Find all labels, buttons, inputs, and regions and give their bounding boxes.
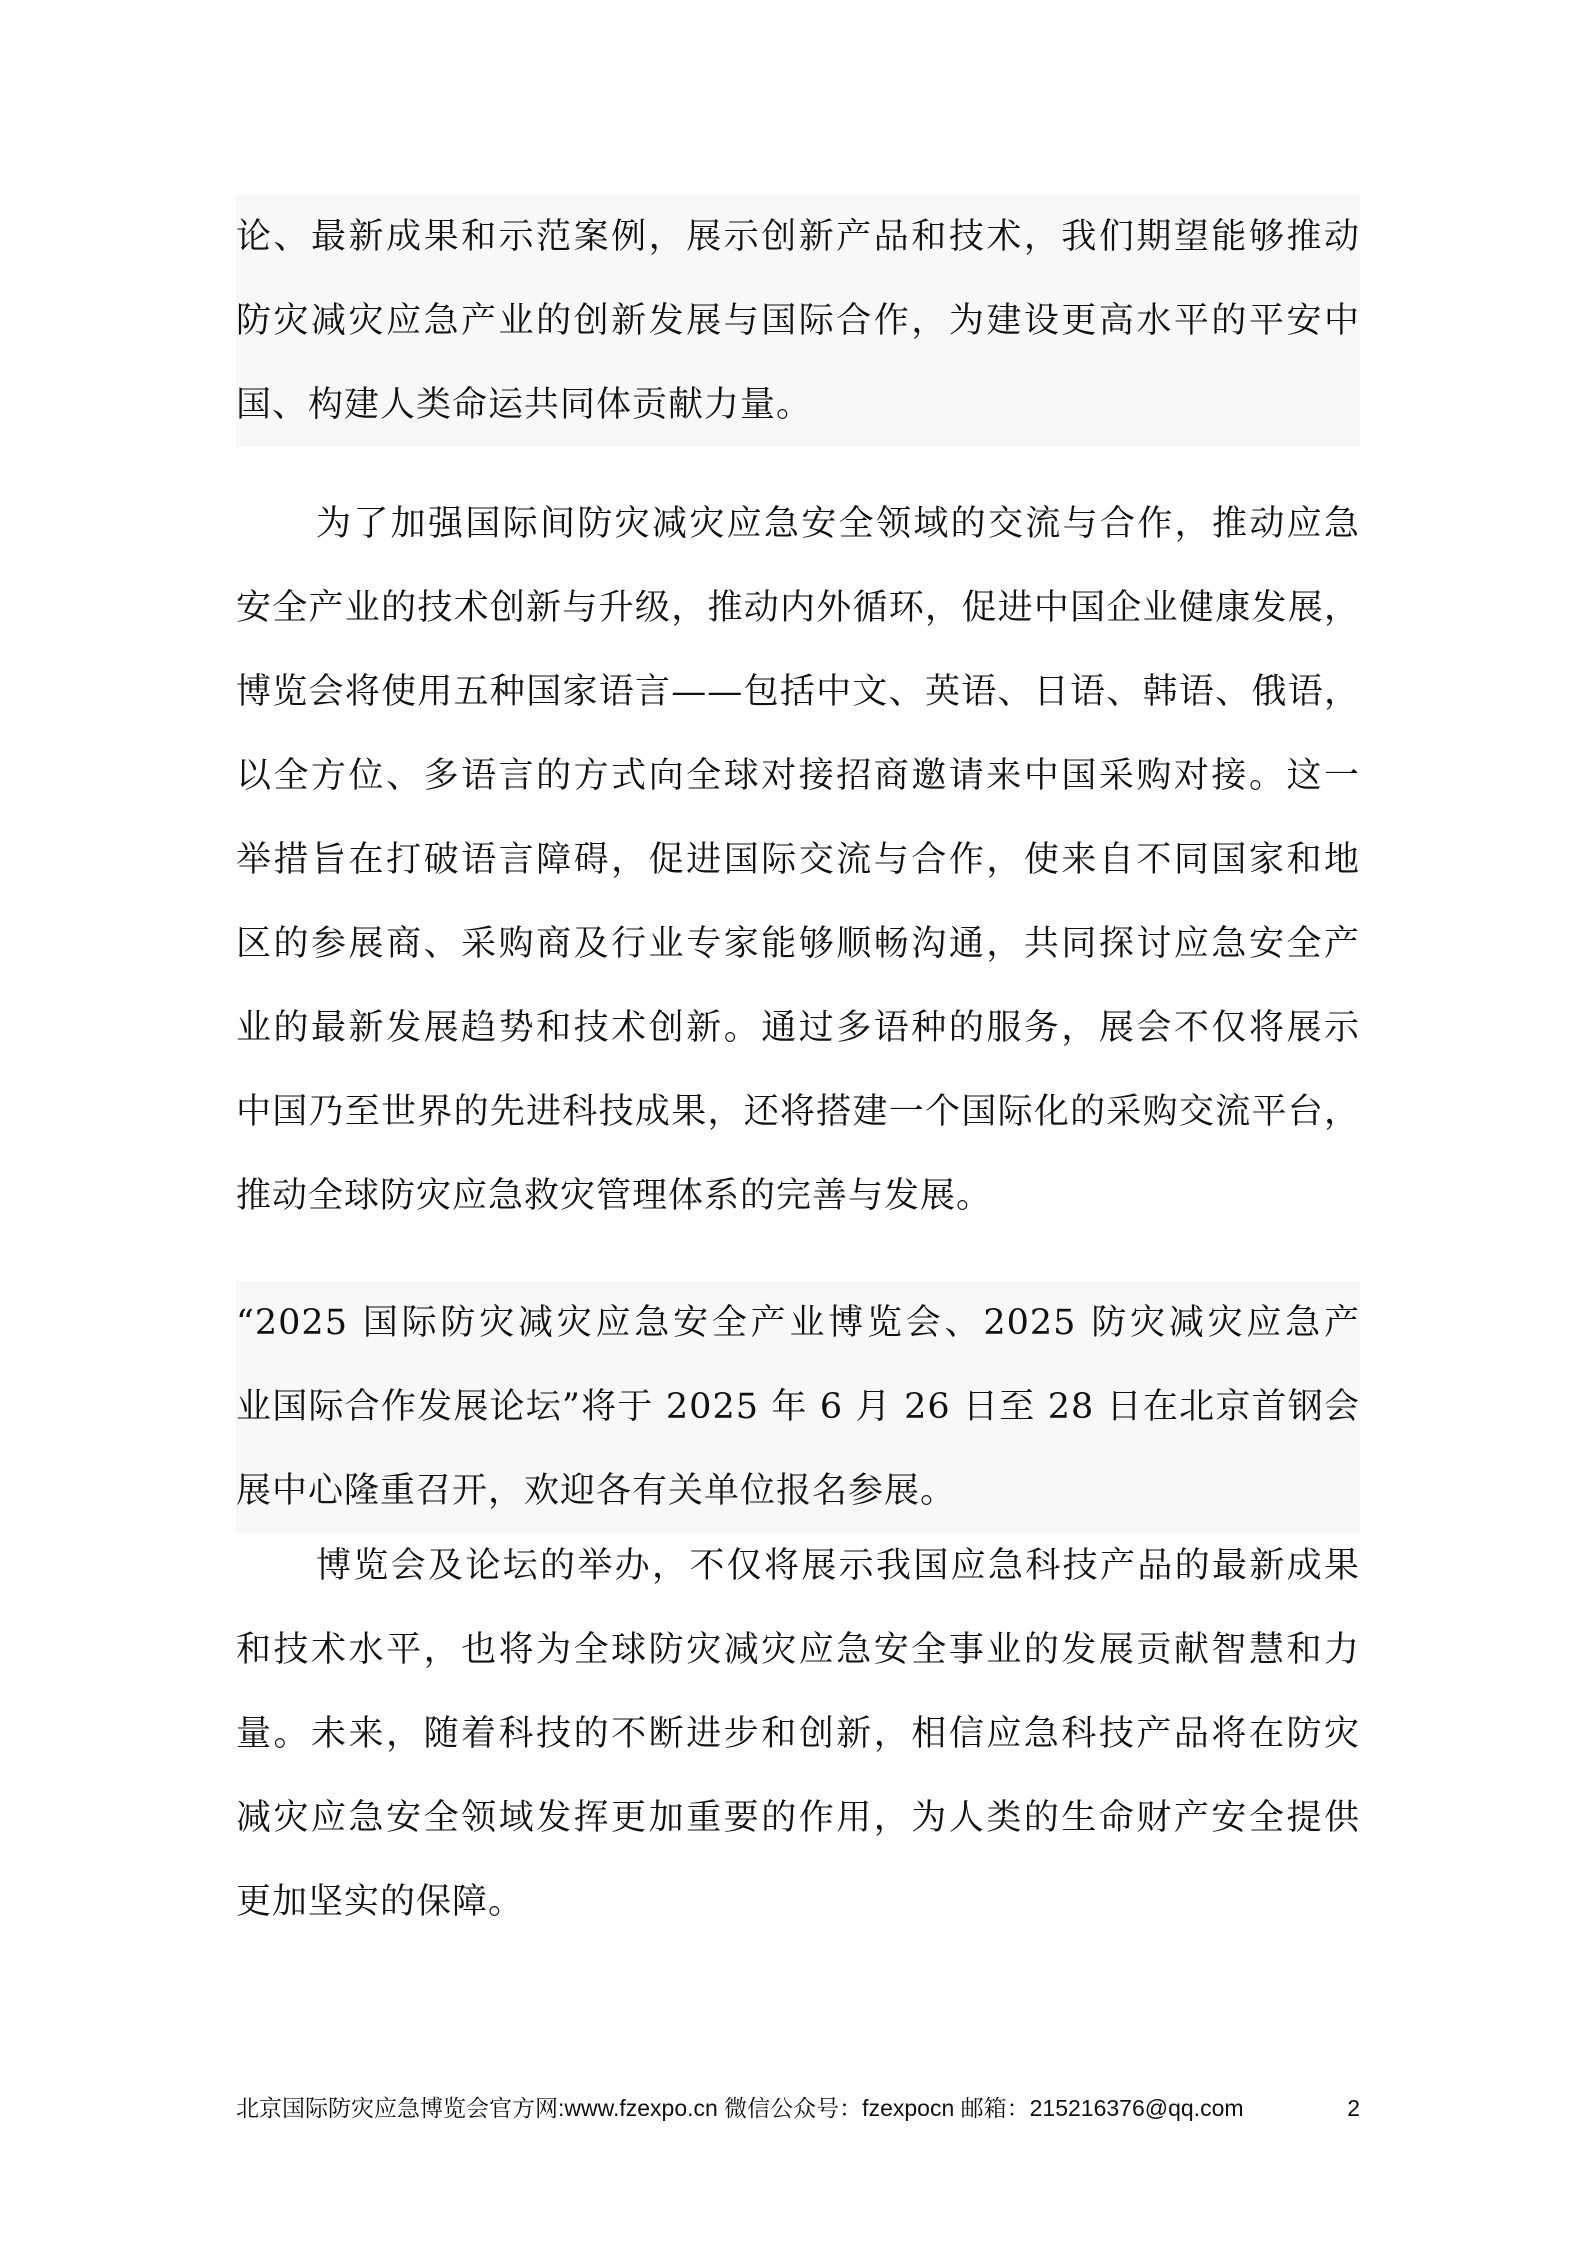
page-number: 2 (1347, 2095, 1360, 2121)
paragraph-line: 量。未来，随着科技的不断进步和创新，相信应急科技产品将在防灾 (236, 1714, 1360, 1754)
paragraph-line: 中国乃至世界的先进科技成果，还将搭建一个国际化的采购交流平台， (236, 1092, 1360, 1132)
paragraph-continuation (236, 195, 1360, 447)
paragraph-line: 博览会及论坛的举办，不仅将展示我国应急科技产品的最新成果 (316, 1546, 1360, 1586)
paragraph-line: 和技术水平，也将为全球防灾减灾应急安全事业的发展贡献智慧和力 (236, 1630, 1360, 1670)
paragraph-line: 以全方位、多语言的方式向全球对接招商邀请来中国采购对接。这一 (236, 756, 1360, 796)
paragraph-event-announcement (236, 1281, 1360, 1533)
paragraph-line: 博览会将使用五种国家语言——包括中文、英语、日语、韩语、俄语， (236, 672, 1360, 712)
paragraph-line: 更加坚实的保障。 (236, 1882, 525, 1922)
paragraph-line: 区的参展商、采购商及行业专家能够顺畅沟通，共同探讨应急安全产 (236, 924, 1360, 964)
paragraph-outlook (236, 1524, 1360, 1944)
paragraph-line: 论、最新成果和示范案例，展示创新产品和技术，我们期望能够推动 (236, 217, 1360, 257)
paragraph-line: 减灾应急安全领域发挥更加重要的作用，为人类的生命财产安全提供 (236, 1798, 1360, 1838)
paragraph-line: 防灾减灾应急产业的创新发展与国际合作，为建设更高水平的平安中 (236, 301, 1360, 341)
page-footer (236, 2088, 1360, 2128)
footer-contact-info: 北京国际防灾应急博览会官方网:www.fzexpo.cn 微信公众号：fzexpocn 邮箱：215216376@qq.com (236, 2095, 1244, 2121)
paragraph-line: 展中心隆重召开，欢迎各有关单位报名参展。 (236, 1471, 957, 1511)
paragraph-line: 为了加强国际间防灾减灾应急安全领域的交流与合作，推动应急 (316, 504, 1360, 544)
paragraph-line: 业的最新发展趋势和技术创新。通过多语种的服务，展会不仅将展示 (236, 1008, 1360, 1048)
paragraph-line: “2025 国际防灾减灾应急安全产业博览会、2025 防灾减灾应急产 (236, 1303, 1360, 1343)
paragraph-line: 业国际合作发展论坛”将于 2025 年 6 月 26 日至 28 日在北京首钢会 (236, 1387, 1360, 1427)
paragraph-line: 安全产业的技术创新与升级，推动内外循环，促进中国企业健康发展， (236, 588, 1360, 628)
paragraph-line: 推动全球防灾应急救灾管理体系的完善与发展。 (236, 1176, 993, 1216)
paragraph-line: 举措旨在打破语言障碍，促进国际交流与合作，使来自不同国家和地 (236, 840, 1360, 880)
paragraph-language-services (236, 482, 1360, 1238)
paragraph-line: 国、构建人类命运共同体贡献力量。 (236, 385, 813, 425)
